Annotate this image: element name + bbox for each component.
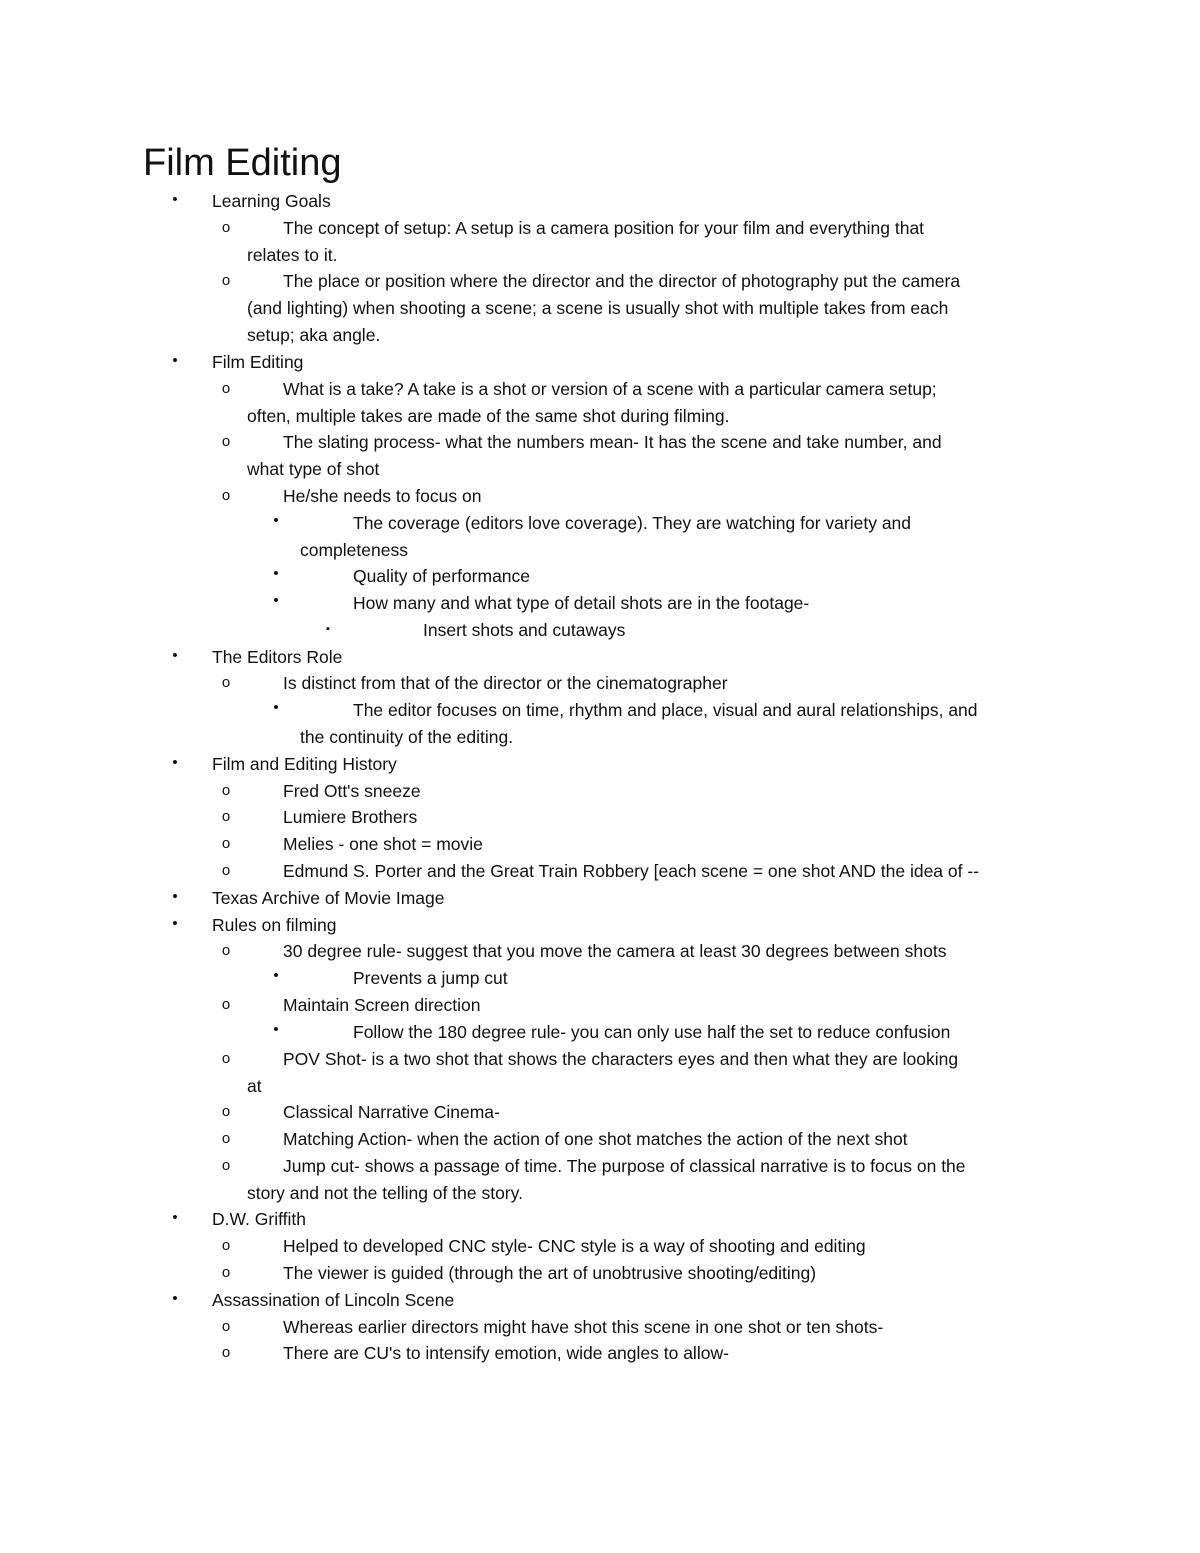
bullet-marker: o bbox=[221, 1237, 231, 1255]
bullet-marker: • bbox=[273, 511, 279, 529]
list-item-text: Prevents a jump cut bbox=[353, 968, 508, 989]
list-item-text: Is distinct from that of the director or the cinematographer bbox=[283, 673, 728, 694]
bullet-marker: o bbox=[221, 1156, 231, 1174]
list-item bbox=[172, 912, 337, 939]
list-item-text: Helped to developed CNC style- CNC style is a way of shooting and editing bbox=[283, 1236, 866, 1257]
list-item-text: Maintain Screen direction bbox=[283, 995, 481, 1015]
bullet-marker: o bbox=[221, 996, 231, 1013]
list-item-text: Insert shots and cutaways bbox=[423, 619, 626, 640]
list-item bbox=[172, 349, 304, 376]
list-item-text: Quality of performance bbox=[353, 566, 531, 587]
bullet-marker: • bbox=[273, 699, 279, 717]
bullet-marker: • bbox=[273, 967, 279, 985]
list-item-text: Follow the 180 degree rule- you can only use half the set to reduce confusion bbox=[353, 1021, 951, 1042]
list-item bbox=[221, 804, 418, 831]
list-item-text: Whereas earlier directors might have shot this scene in one shot or ten shots- bbox=[283, 1316, 884, 1337]
list-item-text: Texas Archive of Movie Image bbox=[212, 887, 445, 908]
list-item-text: He/she needs to focus on bbox=[283, 485, 482, 506]
list-item bbox=[273, 590, 810, 617]
bullet-marker: • bbox=[273, 592, 279, 609]
list-item bbox=[326, 617, 626, 644]
list-item bbox=[273, 563, 531, 590]
list-item-continuation: story and not the telling of the story. bbox=[247, 1182, 523, 1203]
list-item-text: Fred Ott's sneeze bbox=[283, 780, 421, 801]
list-item-continuation: the continuity of the editing. bbox=[300, 727, 514, 748]
list-item bbox=[221, 1153, 966, 1207]
list-item bbox=[221, 215, 925, 269]
bullet-marker: o bbox=[221, 218, 231, 236]
list-item-continuation: completeness bbox=[300, 539, 408, 560]
page-title: Film Editing bbox=[143, 142, 342, 184]
bullet-marker: • bbox=[172, 887, 178, 905]
list-item bbox=[172, 1287, 455, 1314]
list-item-text: The viewer is guided (through the art of unobtrusive shooting/editing) bbox=[283, 1263, 817, 1283]
list-item-text: Melies - one shot = movie bbox=[283, 834, 483, 855]
list-item bbox=[221, 268, 984, 349]
list-item bbox=[221, 376, 937, 430]
list-item bbox=[221, 858, 980, 885]
list-item bbox=[172, 644, 343, 671]
list-item bbox=[273, 697, 978, 751]
bullet-marker: • bbox=[172, 914, 178, 932]
list-item bbox=[221, 429, 942, 483]
list-item bbox=[221, 1260, 817, 1287]
list-item bbox=[172, 1206, 306, 1233]
bullet-marker: o bbox=[221, 1103, 231, 1121]
list-item-continuation: at bbox=[247, 1075, 262, 1096]
bullet-marker: o bbox=[221, 1344, 231, 1362]
list-item bbox=[273, 1019, 951, 1046]
list-item bbox=[172, 885, 445, 912]
list-item-text: D.W. Griffith bbox=[212, 1209, 306, 1230]
list-item-text: Rules on filming bbox=[212, 914, 337, 935]
list-item bbox=[172, 188, 331, 215]
bullet-marker: • bbox=[273, 1020, 279, 1038]
list-item-text: POV Shot- is a two shot that shows the characters eyes and then what they are looking bbox=[283, 1048, 959, 1069]
list-item-continuation: setup; aka angle. bbox=[247, 325, 381, 346]
bullet-marker: o bbox=[221, 862, 231, 879]
list-item-text: 30 degree rule- suggest that you move the camera at least 30 degrees between shots bbox=[283, 941, 947, 962]
list-item-text: The coverage (editors love coverage). They are watching for variety and bbox=[353, 512, 912, 533]
bullet-marker: • bbox=[172, 1209, 178, 1227]
bullet-marker: • bbox=[273, 565, 279, 583]
list-item-text: Film and Editing History bbox=[212, 753, 397, 774]
list-item bbox=[221, 1046, 959, 1100]
list-item-text: The slating process- what the numbers mean- It has the scene and take number, and bbox=[283, 432, 942, 453]
bullet-marker: • bbox=[172, 646, 178, 664]
list-item bbox=[221, 483, 482, 510]
list-item-text: How many and what type of detail shots are in the footage- bbox=[353, 593, 810, 613]
list-item-continuation: relates to it. bbox=[247, 244, 338, 265]
bullet-marker: o bbox=[221, 486, 231, 504]
list-item-text: Jump cut- shows a passage of time. The purpose of classical narrative is to focus on the bbox=[283, 1155, 966, 1176]
list-item-text: The place or position where the director and the director of photography put the camera bbox=[283, 271, 961, 292]
bullet-marker: o bbox=[221, 433, 231, 451]
list-item-text: The concept of setup: A setup is a camera position for your film and everything that bbox=[283, 217, 925, 238]
list-item bbox=[221, 1126, 908, 1153]
bullet-marker: o bbox=[221, 781, 231, 799]
bullet-marker: • bbox=[172, 191, 178, 208]
bullet-marker: • bbox=[172, 351, 178, 369]
list-item bbox=[221, 1099, 500, 1126]
list-item bbox=[221, 938, 947, 965]
list-item-text: Assassination of Lincoln Scene bbox=[212, 1289, 455, 1310]
bullet-marker: • bbox=[172, 753, 178, 771]
list-item-text: Classical Narrative Cinema- bbox=[283, 1102, 500, 1123]
list-item-text: There are CU's to intensify emotion, wide angles to allow- bbox=[283, 1343, 729, 1364]
list-item bbox=[273, 965, 508, 992]
list-item-text: Learning Goals bbox=[212, 191, 331, 211]
bullet-marker: • bbox=[172, 1289, 178, 1307]
bullet-marker: o bbox=[221, 272, 231, 290]
list-item-text: Matching Action- when the action of one shot matches the action of the next shot bbox=[283, 1129, 908, 1149]
bullet-marker: o bbox=[221, 1317, 231, 1335]
bullet-marker: ▪ bbox=[326, 622, 330, 635]
list-item-text: Edmund S. Porter and the Great Train Robbery [each scene = one shot AND the idea of -- bbox=[283, 861, 980, 881]
list-item-text: Lumiere Brothers bbox=[283, 807, 418, 828]
bullet-marker: o bbox=[221, 1130, 231, 1147]
bullet-marker: o bbox=[221, 379, 231, 397]
list-item bbox=[221, 670, 728, 697]
list-item-text: The Editors Role bbox=[212, 646, 343, 667]
bullet-marker: o bbox=[221, 1264, 231, 1281]
list-item bbox=[172, 751, 397, 778]
bullet-marker: o bbox=[221, 808, 231, 826]
bullet-marker: o bbox=[221, 1049, 231, 1067]
list-item-text: What is a take? A take is a shot or version of a scene with a particular camera setup; bbox=[283, 378, 937, 399]
list-item-text: Film Editing bbox=[212, 351, 304, 372]
list-item-continuation: often, multiple takes are made of the same shot during filming. bbox=[247, 405, 730, 426]
list-item bbox=[221, 1233, 866, 1260]
list-item bbox=[221, 1340, 729, 1367]
list-item bbox=[221, 831, 483, 858]
list-item bbox=[221, 992, 481, 1019]
bullet-marker: o bbox=[221, 674, 231, 692]
list-item-continuation: (and lighting) when shooting a scene; a scene is usually shot with multiple takes from each bbox=[247, 298, 949, 319]
list-item bbox=[221, 1314, 884, 1341]
bullet-marker: o bbox=[221, 835, 231, 853]
list-item bbox=[221, 778, 421, 805]
list-item bbox=[273, 510, 912, 564]
list-item-text: The editor focuses on time, rhythm and place, visual and aural relationships, and bbox=[353, 700, 978, 721]
list-item-continuation: what type of shot bbox=[247, 459, 380, 480]
bullet-marker: o bbox=[221, 942, 231, 960]
